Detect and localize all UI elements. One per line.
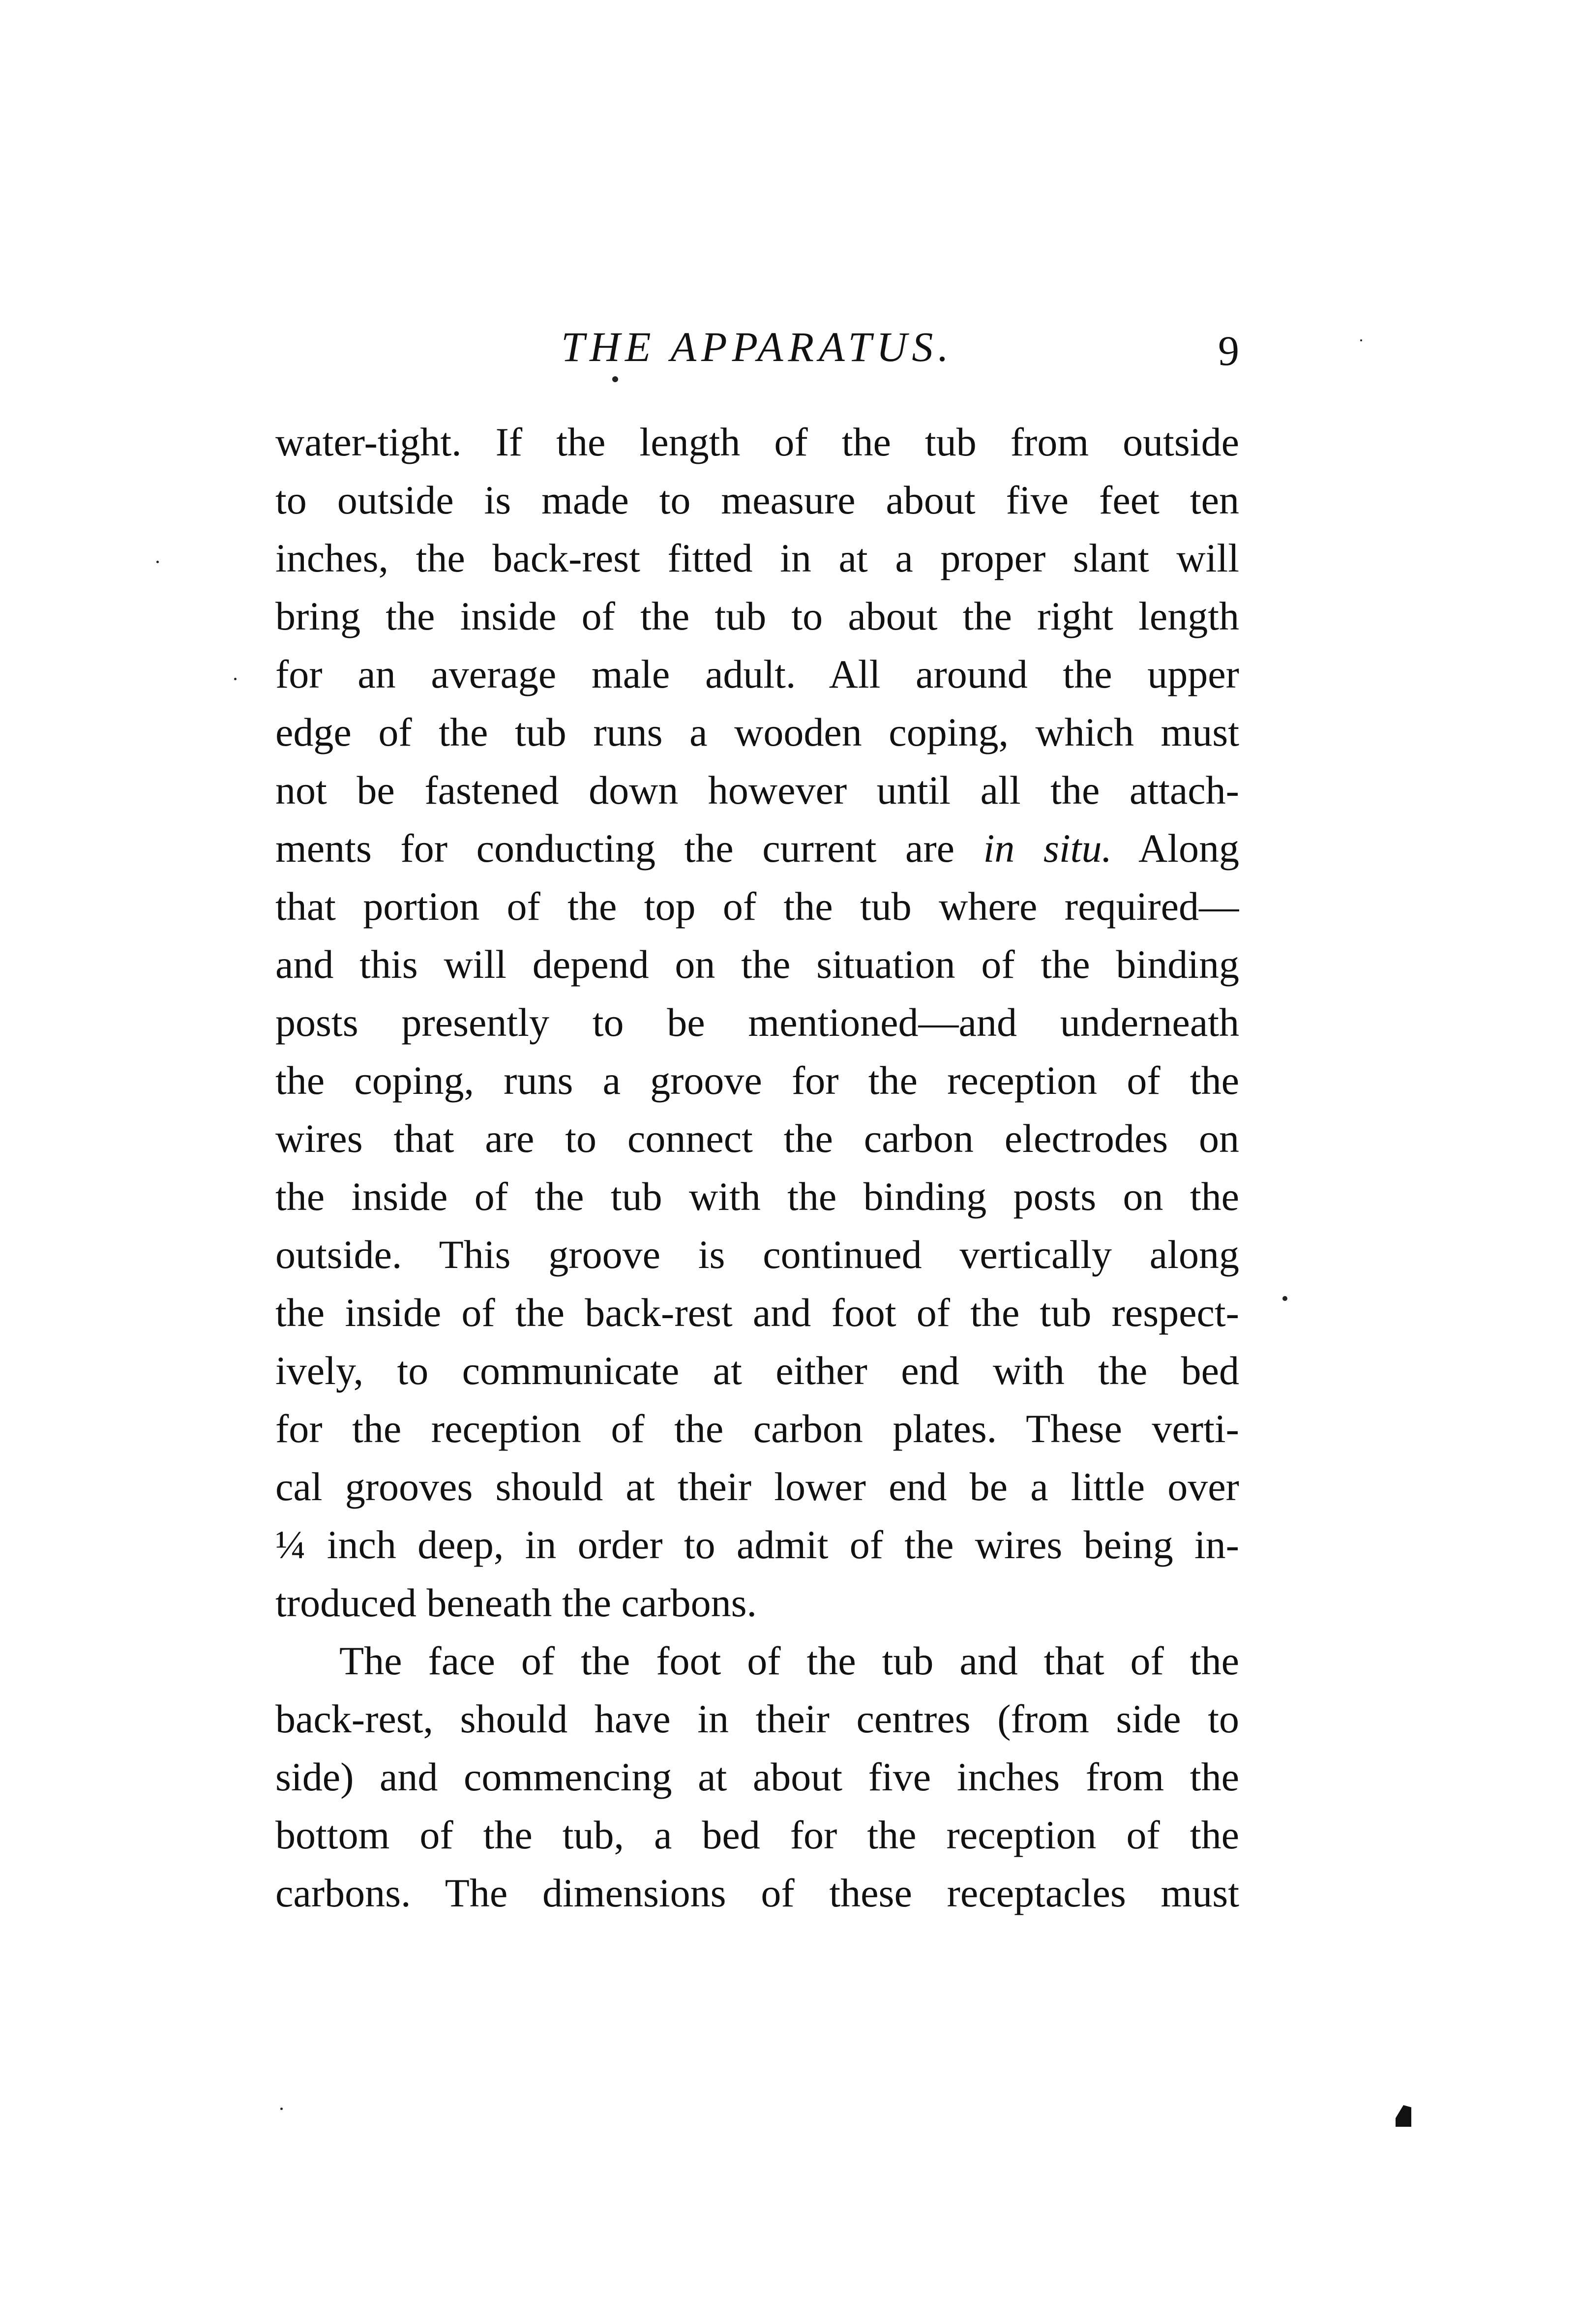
text-line: for the reception of the carbon plates. These verti- <box>275 1406 1239 1451</box>
body-text <box>275 413 1239 1922</box>
text-line: ¼ inch deep, in order to admit of the wires being in- <box>275 1522 1239 1567</box>
text-line: troduced beneath the carbons. <box>275 1580 757 1625</box>
scan-speck <box>234 678 237 680</box>
text-line: and this will depend on the situation of the binding <box>275 942 1239 987</box>
scan-speck <box>1282 1296 1287 1301</box>
scan-speck <box>156 561 159 563</box>
text-segment: Along <box>1138 826 1239 871</box>
page-number: 9 <box>1218 327 1239 374</box>
scan-speck <box>280 2108 283 2110</box>
running-title: THE APPARATUS. <box>561 323 953 370</box>
scan-speck <box>1360 339 1362 341</box>
text-line: side) and commencing at about five inches from the <box>275 1754 1239 1799</box>
text-line: water-tight. If the length of the tub from outside <box>275 420 1239 464</box>
text-segment: ments for conducting the current are <box>275 826 955 871</box>
text-line: posts presently to be mentioned—and underneath <box>275 1000 1239 1045</box>
text-line: carbons. The dimensions of these receptacles must <box>275 1871 1239 1915</box>
text-line: that portion of the top of the tub where required— <box>275 884 1239 929</box>
text-line: bring the inside of the tub to about the right length <box>275 594 1239 638</box>
text-line: ively, to communicate at either end with the bed <box>275 1348 1239 1393</box>
text-line: for an average male adult. All around the upper <box>275 652 1239 696</box>
text-line: The face of the foot of the tub and that of the <box>339 1638 1239 1683</box>
text-line: edge of the tub runs a wooden coping, which must <box>275 710 1239 755</box>
text-line: the inside of the tub with the binding posts on the <box>275 1174 1239 1219</box>
text-line: wires that are to connect the carbon electrodes on <box>275 1116 1239 1161</box>
text-line: not be fastened down however until all the attach- <box>275 768 1239 813</box>
text-line: the coping, runs a groove for the reception of the <box>275 1058 1239 1103</box>
text-line-with-italic <box>275 819 1239 877</box>
text-line: back-rest, should have in their centres (from side to <box>275 1696 1239 1741</box>
text-line: outside. This groove is continued vertically along <box>275 1232 1239 1277</box>
text-line: to outside is made to measure about five feet ten <box>275 478 1239 522</box>
text-line: the inside of the back-rest and foot of the tub respect- <box>275 1290 1239 1335</box>
running-head <box>275 315 1239 379</box>
text-line: bottom of the tub, a bed for the reception of the <box>275 1812 1239 1857</box>
corner-mark <box>1396 2105 1411 2127</box>
italic-phrase: in situ. <box>983 826 1112 871</box>
text-line: cal grooves should at their lower end be a little over <box>275 1464 1239 1509</box>
scan-speck <box>612 376 618 382</box>
text-line: inches, the back-rest fitted in at a proper slant will <box>275 536 1239 580</box>
